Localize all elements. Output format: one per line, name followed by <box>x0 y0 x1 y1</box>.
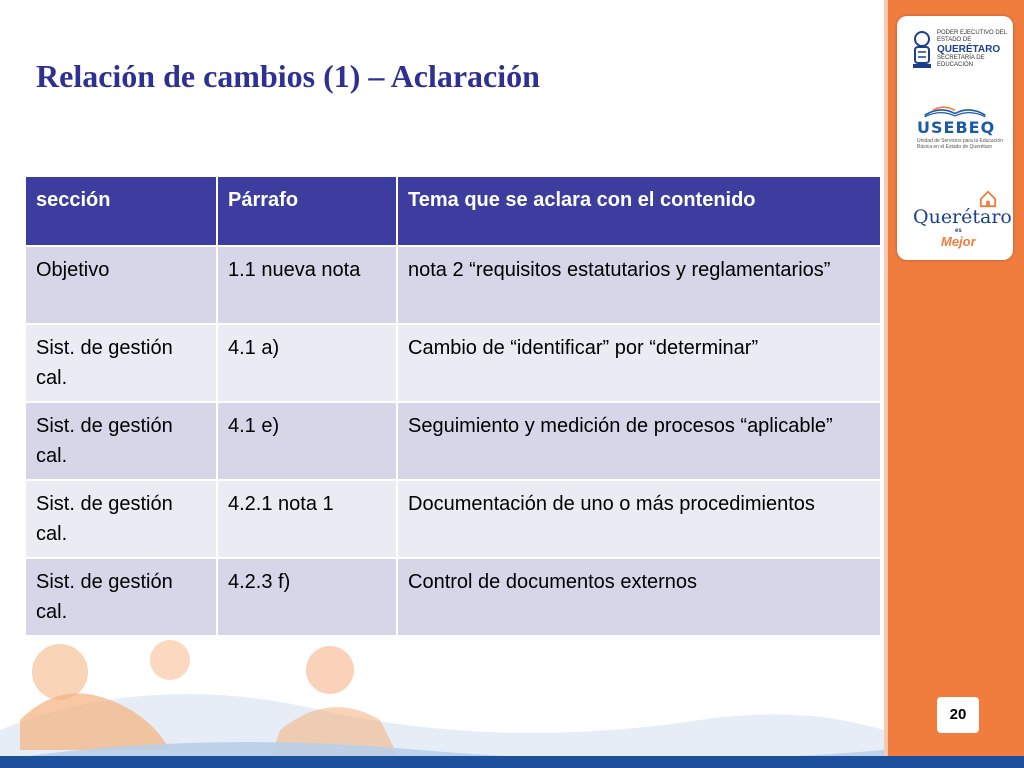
header-tema: Tema que se aclara con el contenido <box>397 176 881 246</box>
queretaro-gov-logo <box>897 24 1013 82</box>
cell-tema: Control de documentos externos <box>397 558 881 636</box>
queretaro-gov-name: QUERÉTARO <box>937 44 1001 55</box>
logo-panel <box>897 16 1013 260</box>
cell-tema: Seguimiento y medición de procesos “aplicable” <box>397 402 881 480</box>
mejor-word: Mejor <box>941 234 976 249</box>
seal-icon <box>909 30 935 70</box>
usebeq-sub: Unidad de Servicios para la Educación Básica en el Estado de Querétaro <box>917 138 1003 150</box>
table-row <box>25 324 881 402</box>
bottom-bar <box>0 756 1024 768</box>
cell-seccion: Sist. de gestión cal. <box>25 480 217 558</box>
queretaro-gov-text <box>937 30 1009 69</box>
cell-parrafo: 4.1 e) <box>217 402 397 480</box>
queretaro-word: Querétaro <box>913 206 1012 228</box>
header-parrafo: Párrafo <box>217 176 397 246</box>
changes-table <box>24 175 882 637</box>
header-seccion: sección <box>25 176 217 246</box>
cell-parrafo: 4.2.3 f) <box>217 558 397 636</box>
table-header-row <box>25 176 881 246</box>
slide-title: Relación de cambios (1) – Aclaración <box>36 58 540 94</box>
table-row <box>25 402 881 480</box>
children-decoration <box>0 610 884 768</box>
table-row <box>25 480 881 558</box>
cell-seccion: Sist. de gestión cal. <box>25 324 217 402</box>
table-row <box>25 246 881 324</box>
cell-parrafo: 4.1 a) <box>217 324 397 402</box>
usebeq-logo <box>897 104 1013 168</box>
side-strip-edge <box>884 0 888 768</box>
cell-tema: Documentación de uno o más procedimientos <box>397 480 881 558</box>
cell-parrafo: 4.2.1 nota 1 <box>217 480 397 558</box>
queretaro-gov-sub: SECRETARÍA DE EDUCACIÓN <box>937 55 985 68</box>
cell-tema: Cambio de “identificar” por “determinar” <box>397 324 881 402</box>
cell-parrafo: 1.1 nueva nota <box>217 246 397 324</box>
usebeq-name: USEBEQ <box>917 118 996 137</box>
queretaro-gov-small: PODER EJECUTIVO DEL ESTADO DE <box>937 30 1007 43</box>
cell-seccion: Sist. de gestión cal. <box>25 558 217 636</box>
cell-tema: nota 2 “requisitos estatutarios y reglamentarios” <box>397 246 881 324</box>
es-word: es <box>955 228 962 234</box>
cell-seccion: Objetivo <box>25 246 217 324</box>
queretaro-es-mejor-logo <box>897 186 1013 250</box>
cell-seccion: Sist. de gestión cal. <box>25 402 217 480</box>
page-number: 20 <box>937 697 979 733</box>
